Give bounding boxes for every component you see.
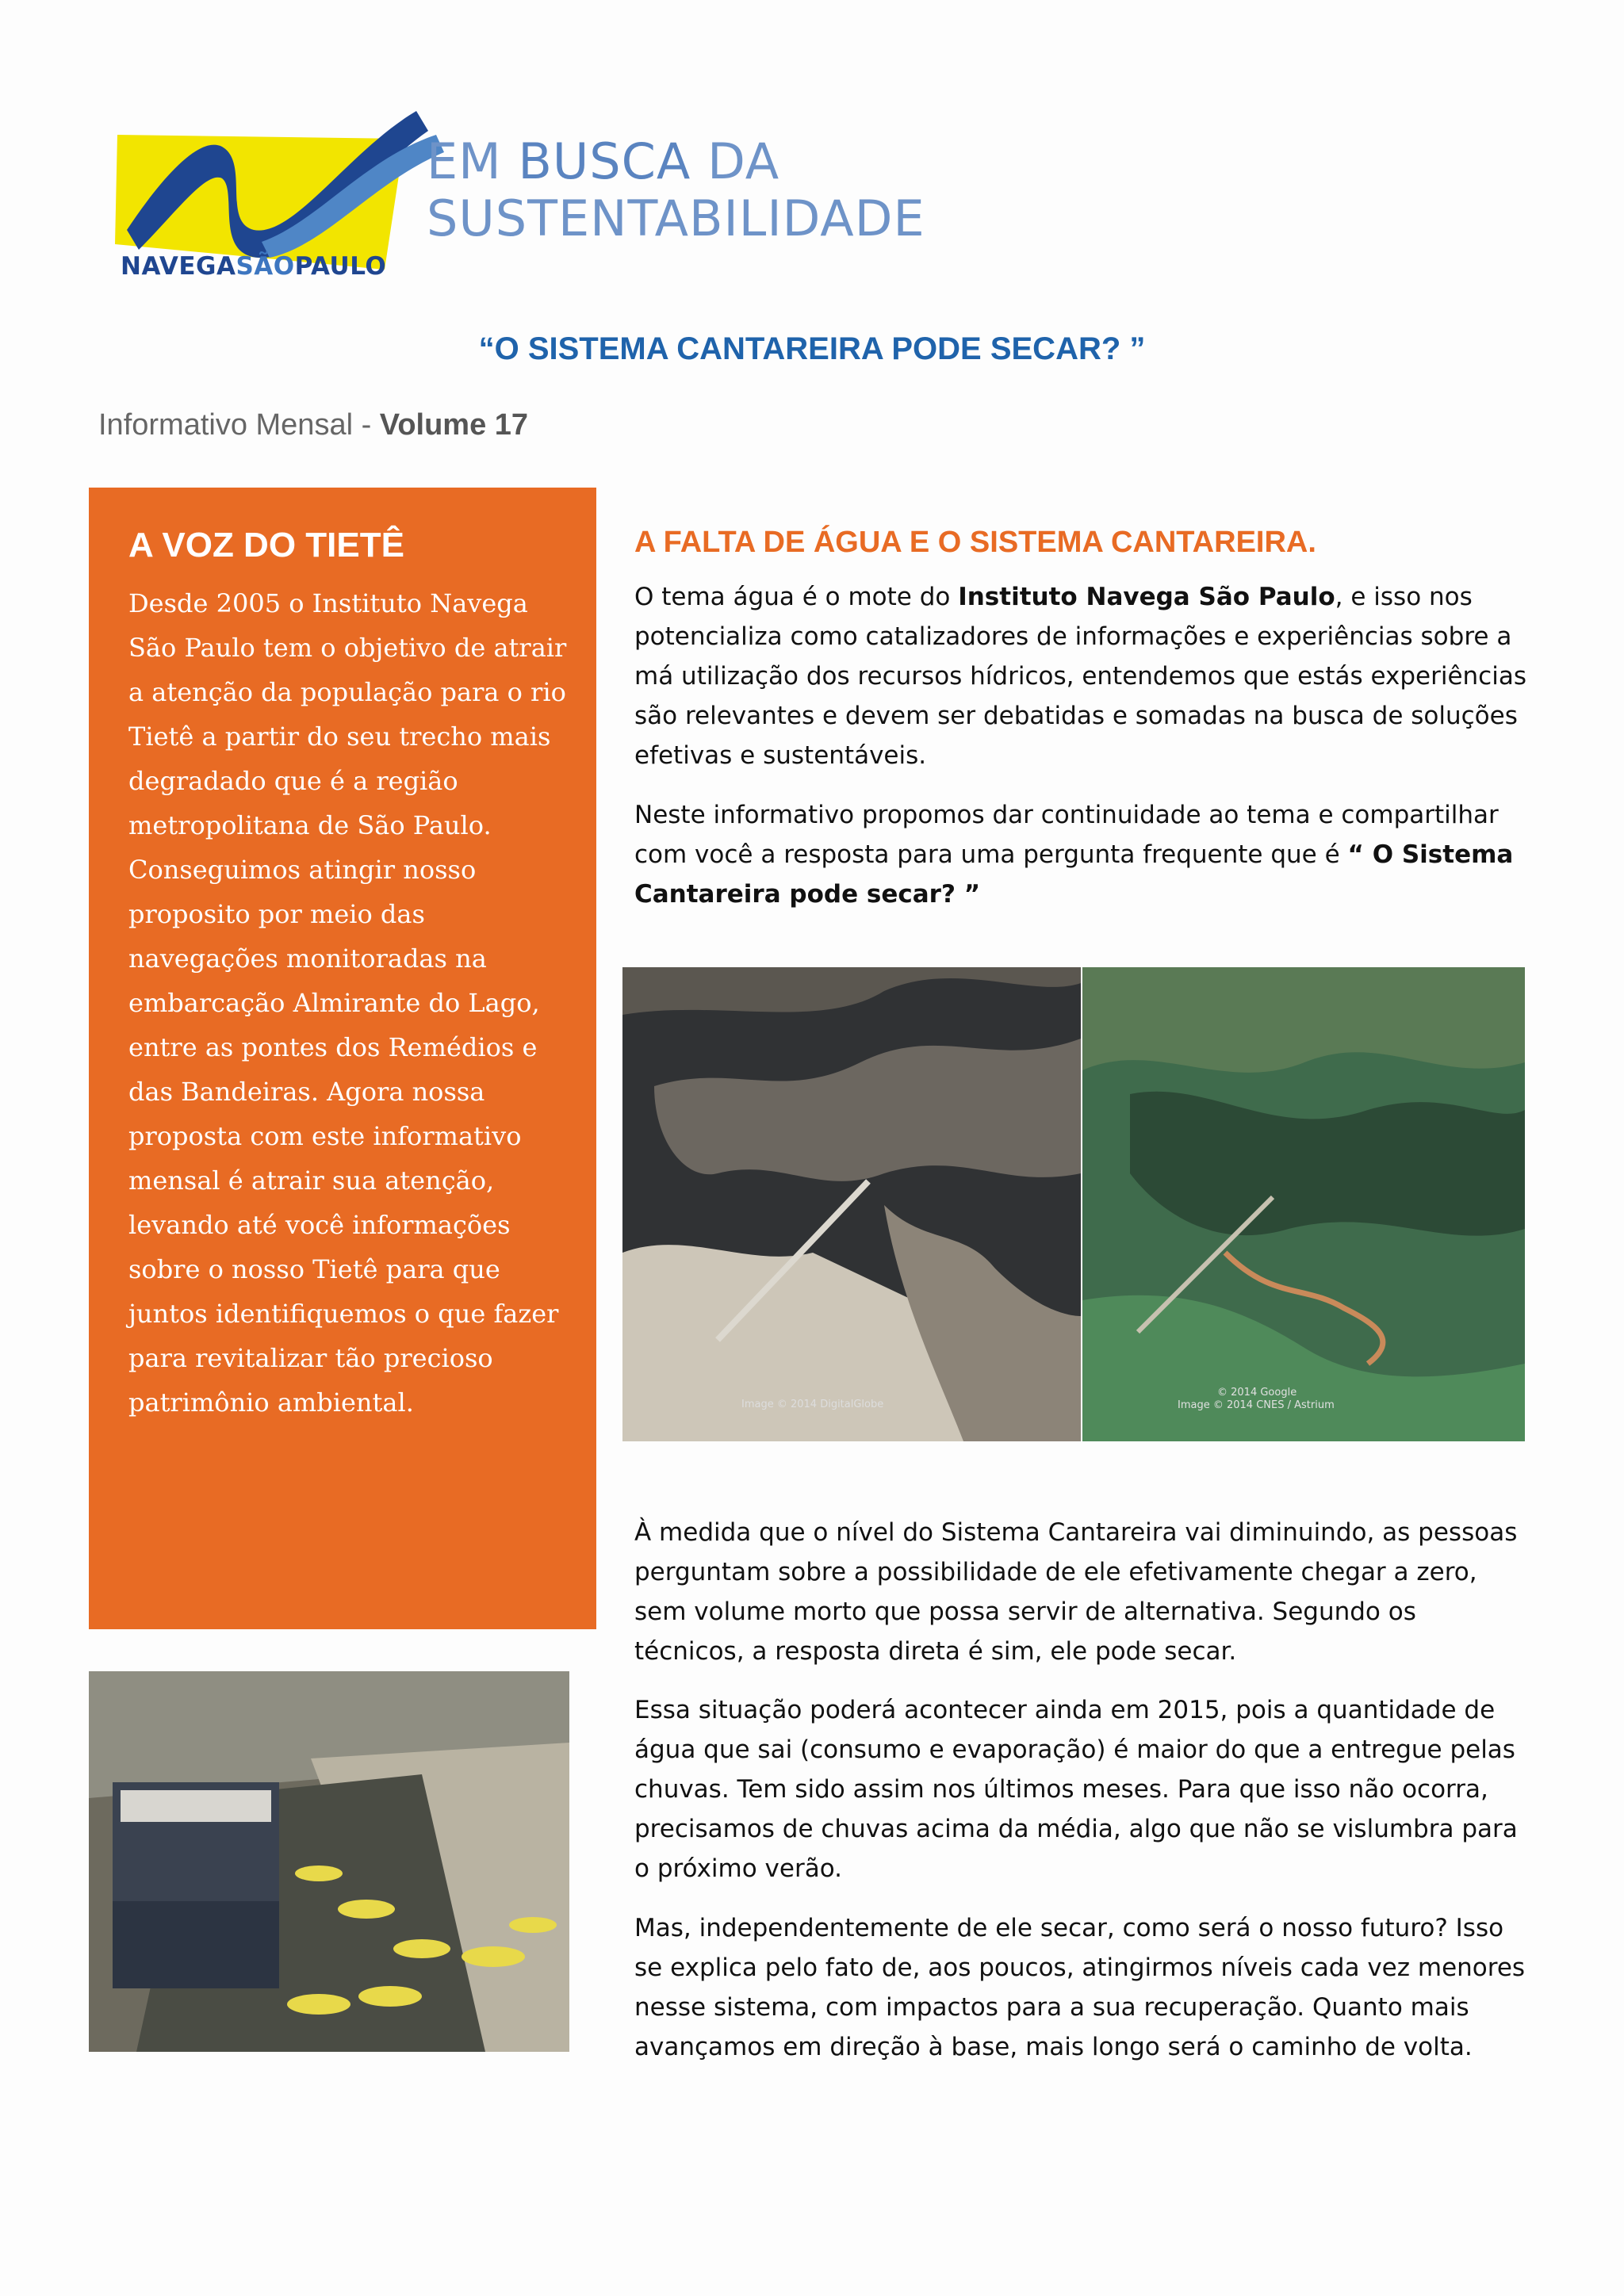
p1-institute-name: Instituto Navega São Paulo [958,583,1335,611]
p2-text-a: Neste informativo propomos dar continuidade ao tema e compartilhar com você a resposta para uma pergunta frequente que é [634,801,1499,869]
issue-volume: Volume 17 [379,408,529,442]
issue-line [98,408,528,442]
river-boat-photo [89,1671,569,2052]
brand-part1: NAVEGA [121,252,236,281]
reservoir-photo-before [622,967,1081,1441]
article-paragraph-2 [634,795,1530,914]
issue-label: Informativo Mensal - [98,408,380,442]
tagline [427,133,925,247]
sidebar-body: Desde 2005 o Instituto Navega São Paulo tem o objetivo de atrair a atenção da população para o rio Tietê a partir do seu trecho mais degradado que é a região metropolitana de São Paulo. Conseguimos atingir nosso proposito por meio das navegações monitoradas na embarcação Almirante do Lago, entre as pontes dos Remédios e das Bandeiras. Agora nossa proposta com este informativo mensal é atrair sua atenção, levando até você informações sobre o nosso Tietê para que juntos identifiquemos o que fazer para revitalizar tão precioso patrimônio ambiental. [128,588,567,1418]
article-paragraph-5: Mas, independentemente de ele secar, como será o nosso futuro? Isso se explica pelo fato de, aos poucos, atingirmos níveis cada vez menores nesse sistema, com impactos para a sua recuperação. Quanto mais avançamos em direção à base, mais longo será o caminho de volta. [634,1914,1526,2061]
tagline-da: DA [691,132,780,190]
p2-question: “ O Sistema Cantareira pode secar? ” [634,840,1514,909]
article-title: A FALTA DE ÁGUA E O SISTEMA CANTAREIRA. [634,526,1316,559]
tagline-busca: BUSCA [518,132,691,190]
credit-right-1: © 2014 Google [1217,1387,1297,1399]
p1-text-a: O tema água é o mote do [634,583,959,611]
article-paragraph-3: À medida que o nível do Sistema Cantareira vai diminuindo, as pessoas perguntam sobre a possibilidade de ele efetivamente chegar a zero, sem volume morto que possa servir de alternativa. Segundo os técnicos, a resposta direta é sim, ele pode secar. [634,1518,1518,1666]
sidebar-title: A VOZ DO TIETÊ [128,526,404,564]
logo-wordmark [121,252,386,281]
sidebar-box [89,488,596,1629]
reservoir-photo-after [1082,967,1525,1441]
credit-left: Image © 2014 DigitalGlobe [741,1399,884,1410]
article-paragraph-1 [634,577,1530,775]
credit-right-2: Image © 2014 CNES / Astrium [1178,1399,1335,1411]
p1-text-c: , e isso nos potencializa como catalizadores de informações e experiências sobre a má utilização dos recursos hídricos, entendemos que estás experiências são relevantes e devem ser debatidas e somadas na busca de soluções efetivas e sustentáveis. [634,583,1526,770]
article-paragraph-4: Essa situação poderá acontecer ainda em 2015, pois a quantidade de água que sai (consumo e evaporação) é maior do que a entregue pelas chuvas. Tem sido assim nos últimos meses. Para que isso não ocorra, precisamos de chuvas acima da média, algo que não se vislumbra para o próximo verão. [634,1696,1518,1883]
tagline-line2: SUSTENTABILIDADE [427,189,925,247]
brand-part3: PAULO [294,252,387,281]
brand-part2: SÃO [236,252,295,281]
tagline-em: EM [427,132,519,190]
page-title: “O SISTEMA CANTAREIRA PODE SECAR? ” [478,331,1146,366]
